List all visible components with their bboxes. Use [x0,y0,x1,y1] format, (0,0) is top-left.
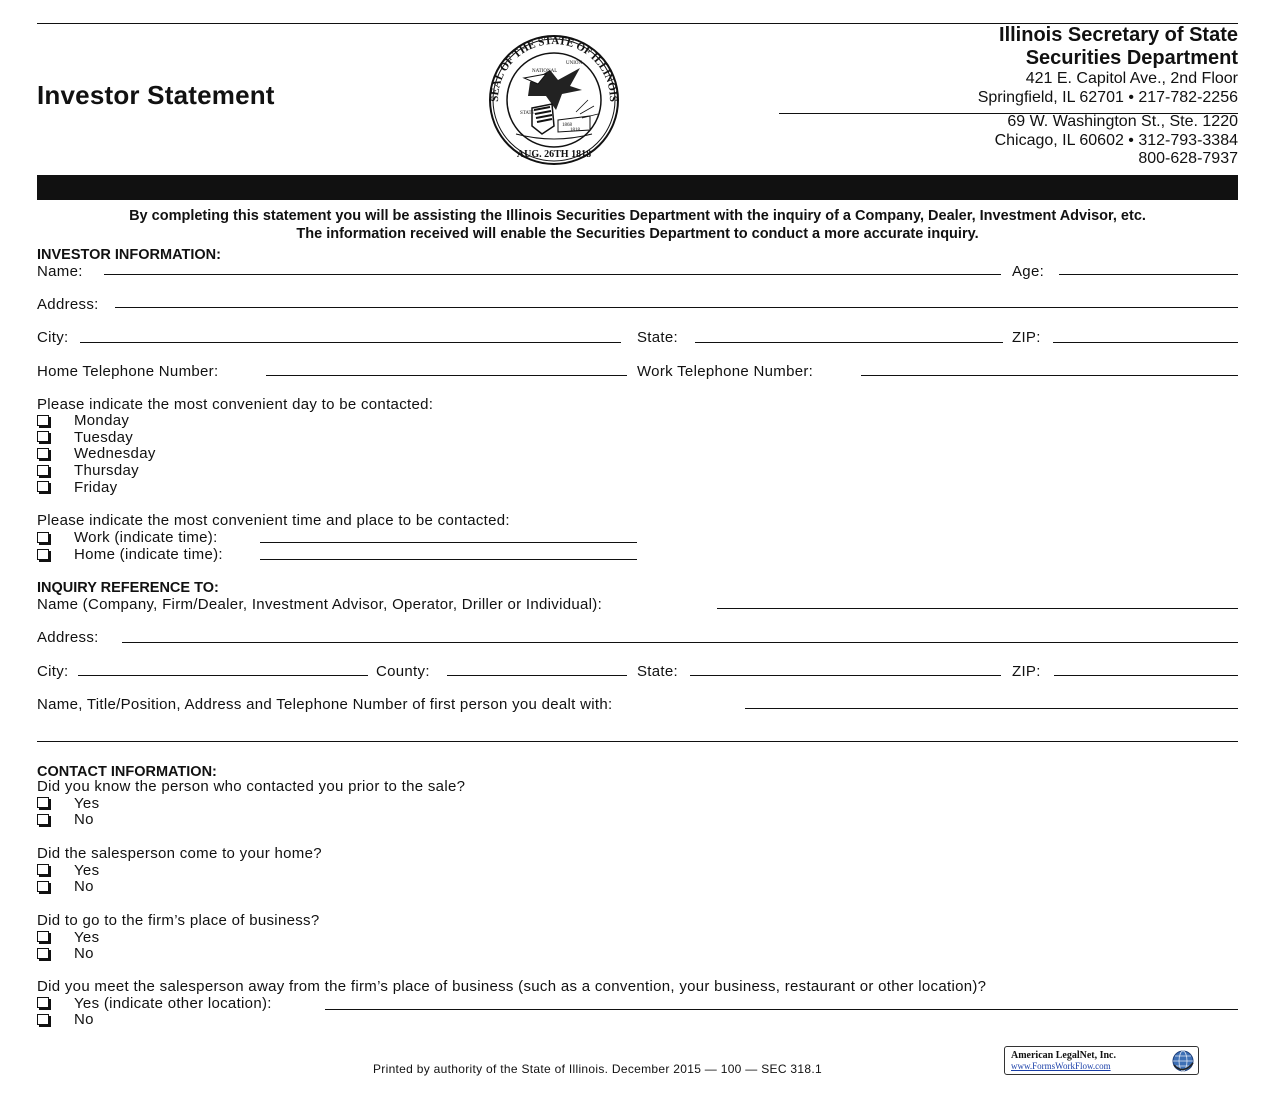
question-2-group [37,846,322,896]
q3-no-option[interactable] [37,946,319,963]
investor-zip-field[interactable] [1053,342,1238,343]
inquiry-zip-label: ZIP: [1012,663,1041,680]
yes-label: Yes [74,794,100,812]
first-person-field[interactable] [745,708,1238,709]
investor-name-field[interactable] [104,274,1001,275]
q2-no-option[interactable] [37,879,322,896]
work-time-field[interactable] [260,542,637,543]
svg-text:1868: 1868 [562,123,572,128]
svg-text:STATE: STATE [520,111,535,116]
no-label: No [74,878,94,896]
investor-city-field[interactable] [80,342,621,343]
day-question: Please indicate the most convenient day to be contacted: [37,396,434,413]
q1-no-option[interactable] [37,812,465,829]
inquiry-county-field[interactable] [447,675,627,676]
day-option-thursday[interactable] [37,463,156,480]
inquiry-state-field[interactable] [690,675,1001,676]
day-label: Thursday [74,462,139,480]
svg-text:AUG. 26TH 1818: AUG. 26TH 1818 [516,149,592,160]
checkbox-icon[interactable] [37,948,49,959]
intro-line-1: By completing this statement you will be assisting the Illinois Securities Department with the inquiry of a Company, Dealer, Investment Advisor, etc. [129,208,1146,224]
intro-line-2: The information received will enable the Securities Department to conduct a more accurate inquiry. [296,225,979,242]
time-question: Please indicate the most convenient time and place to be contacted: [37,512,510,529]
logo-company-name: American LegalNet, Inc. [1011,1050,1116,1061]
first-person-field-line-2[interactable] [37,741,1238,742]
yes-label: Yes [74,861,100,879]
form-title: Investor Statement [37,80,275,110]
intro-text [37,208,1238,243]
checkbox-icon[interactable] [37,532,49,543]
agency-contact-block [978,24,1238,169]
chicago-address: 69 W. Washington St., Ste. 1220 [1007,113,1238,130]
checkbox-icon[interactable] [37,481,49,492]
day-option-monday[interactable] [37,413,156,430]
home-phone-field[interactable] [266,375,627,376]
checkbox-icon[interactable] [37,415,49,426]
question-3: Did to go to the firm’s place of business? [37,912,320,929]
checkbox-icon[interactable] [37,431,49,442]
inquiry-name-label: Name (Company, Firm/Dealer, Investment Advisor, Operator, Driller or Individual): [37,596,603,613]
no-label: No [74,811,94,829]
svg-text:NATIONAL: NATIONAL [532,69,558,74]
day-label: Monday [74,412,130,429]
no-label: No [74,945,94,963]
home-time-label: Home (indicate time): [74,546,223,563]
investor-city-label: City: [37,329,69,346]
investor-state-label: State: [637,329,678,346]
question-3-group [37,913,319,963]
work-time-option[interactable] [37,530,218,547]
day-options [37,413,156,497]
q2-yes-option[interactable] [37,863,322,880]
home-time-field[interactable] [260,559,637,560]
springfield-city-phone: Springfield, IL 62701 • 217-782-2256 [977,88,1238,106]
toll-free-phone: 800-628-7937 [1138,150,1238,167]
no-label: No [74,1011,94,1029]
agency-name: Illinois Secretary of State [999,24,1238,46]
springfield-address: 421 E. Capitol Ave., 2nd Floor [1025,70,1238,87]
inquiry-heading: INQUIRY REFERENCE TO: [37,580,219,596]
globe-icon [1171,1049,1195,1073]
question-1-group [37,779,465,829]
agency-department: Securities Department [1025,47,1238,69]
home-phone-label: Home Telephone Number: [37,363,219,380]
inquiry-city-label: City: [37,663,69,680]
day-label: Friday [74,478,118,496]
work-phone-label: Work Telephone Number: [637,363,814,380]
checkbox-icon[interactable] [37,814,49,825]
investor-zip-label: ZIP: [1012,329,1041,346]
svg-text:UNION: UNION [566,61,583,66]
q4-no-option[interactable] [37,1012,986,1029]
first-person-label: Name, Title/Position, Address and Telephone Number of first person you dealt with: [37,696,613,713]
contact-heading: CONTACT INFORMATION: [37,764,217,780]
inquiry-city-field[interactable] [78,675,368,676]
svg-text:1818: 1818 [570,128,580,133]
question-1: Did you know the person who contacted you prior to the sale? [37,778,466,795]
yes-other-label: Yes (indicate other location): [74,994,272,1012]
checkbox-icon[interactable] [37,931,49,942]
legalnet-logo[interactable] [1004,1046,1199,1075]
inquiry-zip-field[interactable] [1054,675,1238,676]
q1-yes-option[interactable] [37,796,465,813]
agency-divider [779,113,1238,114]
question-4-group [37,979,986,1029]
checkbox-icon[interactable] [37,797,49,808]
yes-label: Yes [74,928,100,946]
checkbox-icon[interactable] [37,1014,49,1025]
chicago-city-phone: Chicago, IL 60602 • 312-793-3384 [994,131,1238,149]
investor-age-field[interactable] [1059,274,1238,275]
investor-state-field[interactable] [695,342,1003,343]
checkbox-icon[interactable] [37,448,49,459]
printed-by-footer: Printed by authority of the State of Illinois. December 2015 — 100 — SEC 318.1 [373,1062,822,1076]
state-seal-icon [458,34,650,166]
investor-heading: INVESTOR INFORMATION: [37,247,221,263]
checkbox-icon[interactable] [37,465,49,476]
day-label: Tuesday [74,428,134,446]
investor-name-label: Name: [37,263,83,280]
q3-yes-option[interactable] [37,930,319,947]
logo-url-link[interactable]: www.FormsWorkFlow.com [1011,1061,1111,1071]
inquiry-state-label: State: [637,663,678,680]
question-4: Did you meet the salesperson away from the firm’s place of business (such as a convention, your business, restaurant or other location)? [37,978,987,995]
work-time-label: Work (indicate time): [74,529,218,546]
svg-text:SEAL OF THE STATE OF ILLINOIS: SEAL OF THE STATE OF ILLINOIS [488,34,620,102]
other-location-field[interactable] [325,1009,1238,1010]
investor-age-label: Age: [1012,263,1045,280]
inquiry-name-field[interactable] [717,608,1238,609]
day-option-friday[interactable] [37,480,156,497]
inquiry-address-field[interactable] [122,642,1238,643]
day-label: Wednesday [74,445,156,463]
checkbox-icon[interactable] [37,997,49,1008]
inquiry-county-label: County: [376,663,430,680]
question-2: Did the salesperson come to your home? [37,845,322,862]
day-option-tuesday[interactable] [37,430,156,447]
checkbox-icon[interactable] [37,549,49,560]
header-black-bar [37,175,1238,200]
checkbox-icon[interactable] [37,864,49,875]
day-option-wednesday[interactable] [37,446,156,463]
investor-address-field[interactable] [115,307,1238,308]
checkbox-icon[interactable] [37,881,49,892]
home-time-option[interactable] [37,547,223,564]
inquiry-address-label: Address: [37,629,99,646]
work-phone-field[interactable] [861,375,1238,376]
investor-address-label: Address: [37,296,99,313]
